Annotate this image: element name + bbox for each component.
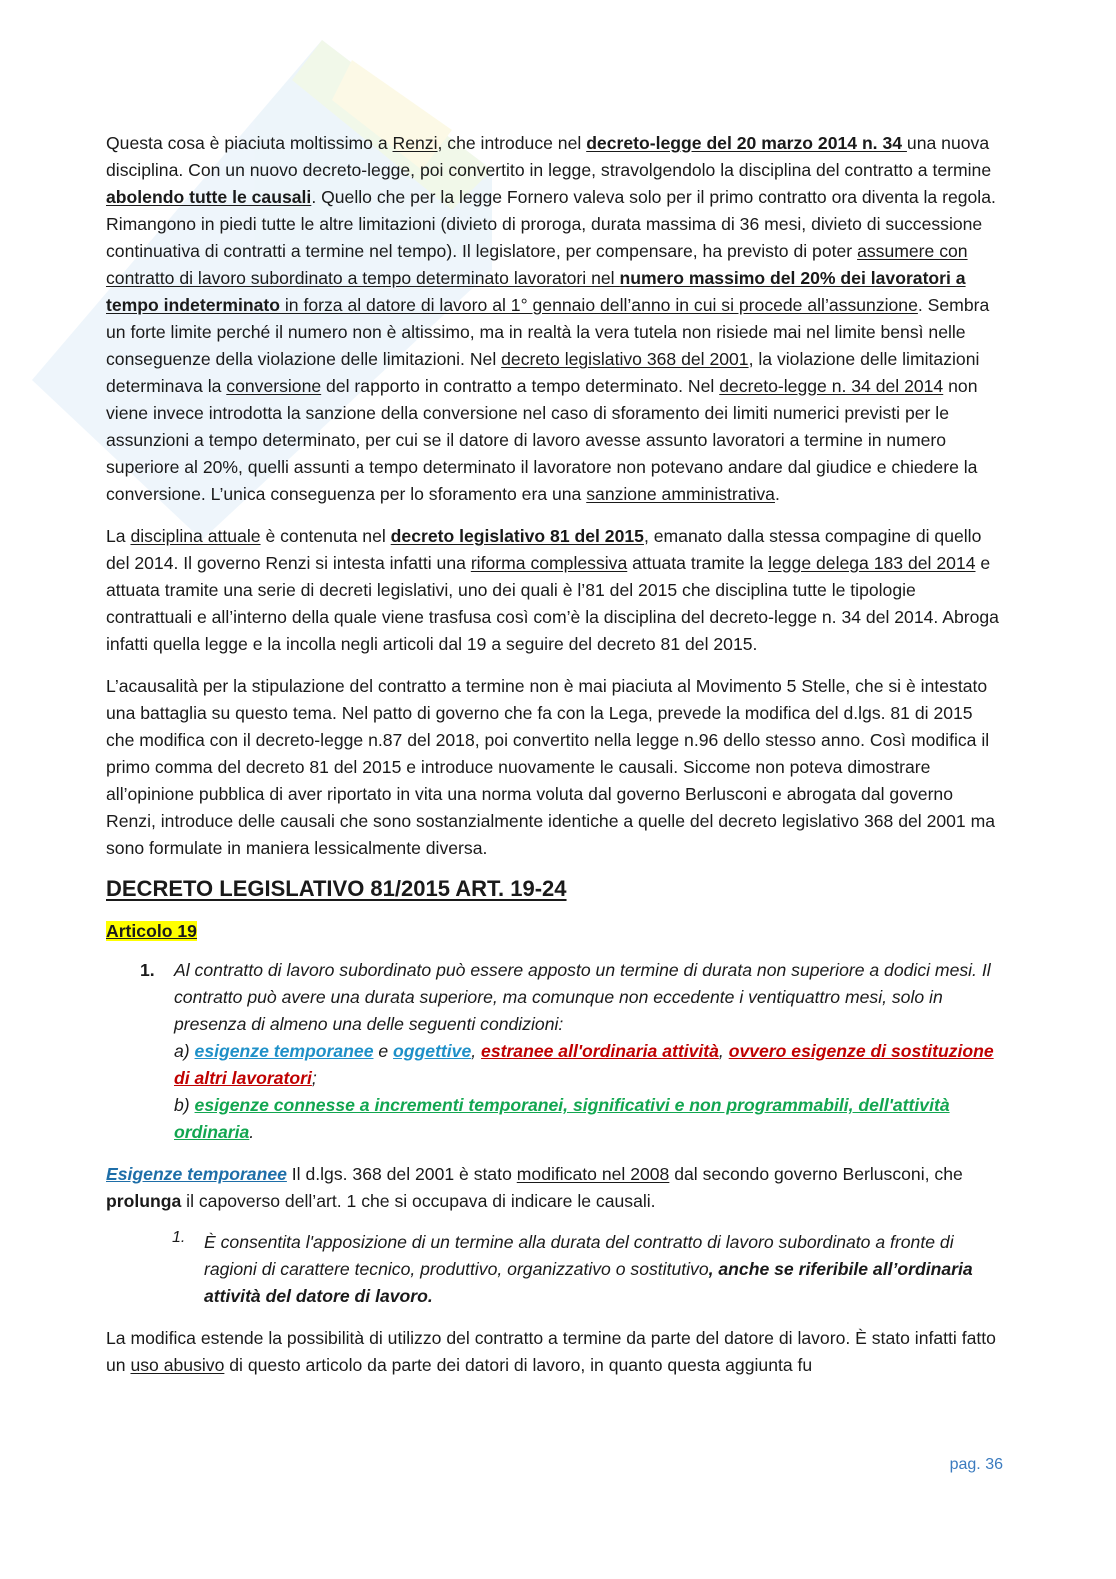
quoted-article-text: È consentita l'apposizione di un termine alla durata del contratto di lavoro subordinato a fronte di ragioni di carattere tecnico, produttivo, organizzativo o sostitutivo, anche se riferibile all’ordinaria attività del datore di lavoro. xyxy=(204,1232,973,1306)
paragraph-4: Esigenze temporanee Il d.lgs. 368 del 2001 è stato modificato nel 2008 dal secondo governo Berlusconi, che prolunga il capoverso dell’art. 1 che si occupava di indicare le causali. xyxy=(106,1164,963,1211)
quoted-article-item xyxy=(106,1229,1004,1310)
document-page xyxy=(106,130,1004,1379)
paragraph-5: La modifica estende la possibilità di utilizzo del contratto a termine da parte del datore di lavoro. È stato infatti fatto un uso abusivo di questo articolo da parte dei datori di lavoro, in quanto questa aggiunta fu xyxy=(106,1328,996,1375)
list-number: 1. xyxy=(172,1229,186,1246)
paragraph-3: L’acausalità per la stipulazione del contratto a termine non è mai piaciuta al Movimento 5 Stelle, che si è intestato una battaglia su questo tema. Nel patto di governo che fa con la Lega, prevede la modifica del d.lgs. 81 di 2015 che modifica con il decreto-legge n.87 del 2018, poi convertito nella legge n.96 dello stesso anno. Così modifica il primo comma del decreto 81 del 2015 e introduce nuovamente le causali. Siccome non poteva dimostrare all’opinione pubblica di aver riportato in vita una norma voluta dal governo Berlusconi e abrogata dal governo Renzi, introduce delle causali che sono sostanzialmente identiche a quelle del decreto legislativo 368 del 2001 ma sono formulate in maniera lessicalmente diversa. xyxy=(106,676,996,858)
article-19-text: Al contratto di lavoro subordinato può essere apposto un termine di durata non superiore a dodici mesi. Il contratto può avere una durata superiore, ma comunque non eccedente i ventiquattro mesi, solo in presenza di almeno una delle seguenti condizioni: a) esigenze temporanee e oggettive, estranee all'ordinaria attività, ovvero esigenze di sostituzione di altri lavoratori; b) esigenze connesse a incrementi temporanei, significativi e non programmabili, dell'attività ordinaria. xyxy=(174,960,994,1142)
article-label: Articolo 19 xyxy=(106,921,197,941)
page-number: pag. 36 xyxy=(949,1456,1003,1473)
article-19-list-item xyxy=(106,957,1004,1146)
paragraph-1: Questa cosa è piaciuta moltissimo a Renzi, che introduce nel decreto-legge del 20 marzo 2014 n. 34 una nuova disciplina. Con un nuovo decreto-legge, poi convertito in legge, stravolgendolo la disciplina del contratto a termine abolendo tutte le causali. Quello che per la legge Fornero valeva solo per il primo contratto ora diventa la regola. Rimangono in piedi tutte le altre limitazioni (divieto di proroga, durata massima di 36 mesi, divieto di successione continuativa di contratti a termine nel tempo). Il legislatore, per compensare, ha previsto di poter assumere con contratto di lavoro subordinato a tempo determinato lavoratori nel numero massimo del 20% dei lavoratori a tempo indeterminato in forza al datore di lavoro al 1° gennaio dell’anno in cui si procede all’assunzione. Sembra un forte limite perché il numero non è altissimo, ma in realtà la vera tutela non risiede mai nel limite bensì nelle conseguenze della violazione delle limitazioni. Nel decreto legislativo 368 del 2001, la violazione delle limitazioni determinava la conversione del rapporto in contratto a tempo determinato. Nel decreto-legge n. 34 del 2014 non viene invece introdotta la sanzione della conversione nel caso di sforamento dei limiti numerici previsti per le assunzioni a tempo determinato, per cui se il datore di lavoro avesse assunto lavoratori a termine in numero superiore al 20%, quelli assunti a tempo determinato il lavoratore non potevano andare dal giudice e chiedere la conversione. L’unica conseguenza per lo sforamento era una sanzione amministrativa. xyxy=(106,133,996,504)
paragraph-2: La disciplina attuale è contenuta nel decreto legislativo 81 del 2015, emanato dalla stessa compagine di quello del 2014. Il governo Renzi si intesta infatti una riforma complessiva attuata tramite la legge delega 183 del 2014 e attuata tramite una serie di decreti legislativi, uno dei quali è l’81 del 2015 che disciplina tutte le tipologie contrattuali e all’interno della quale viene trasfusa così com’è la disciplina del decreto-legge n. 34 del 2014. Abroga infatti quella legge e la incolla negli articoli dal 19 a seguire del decreto 81 del 2015. xyxy=(106,526,999,654)
list-number: 1. xyxy=(140,960,155,980)
section-heading: DECRETO LEGISLATIVO 81/2015 ART. 19-24 xyxy=(106,876,567,901)
